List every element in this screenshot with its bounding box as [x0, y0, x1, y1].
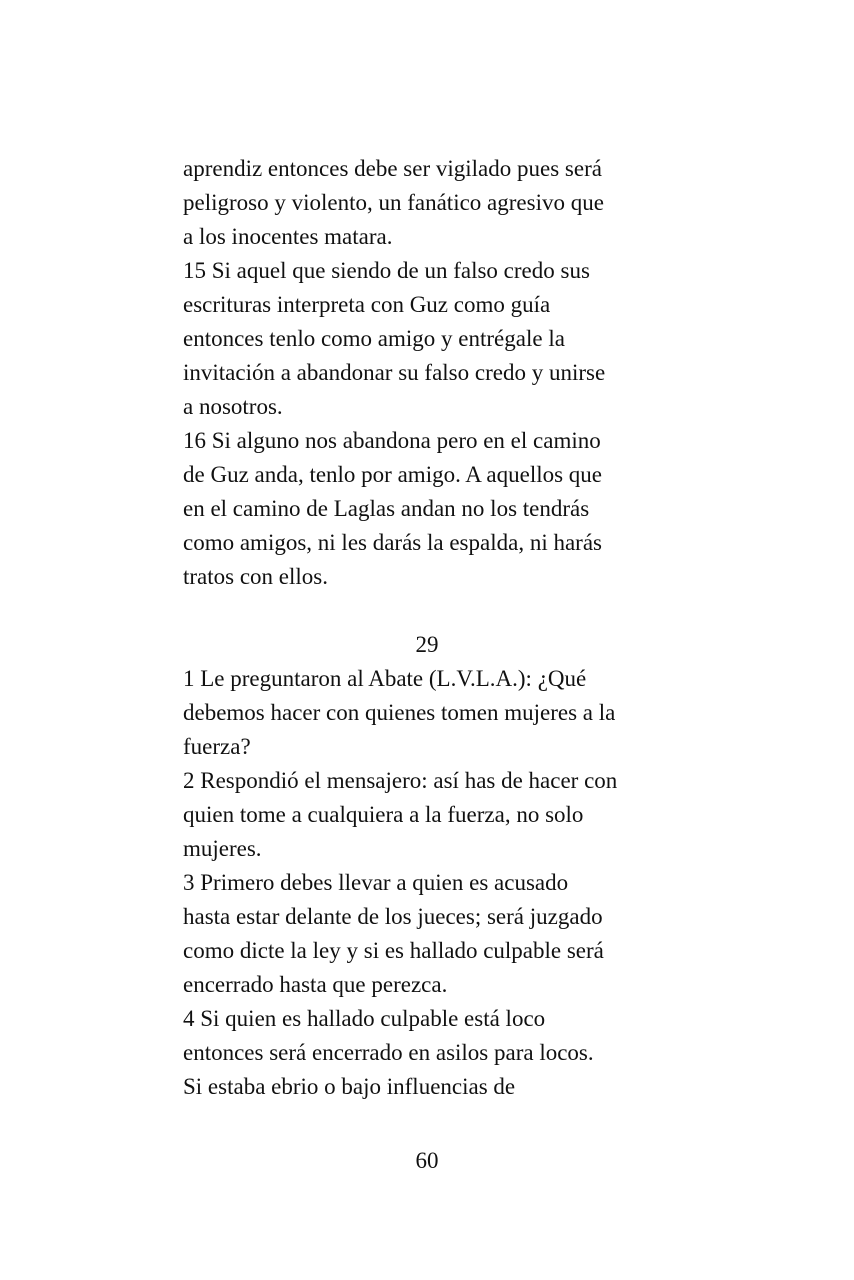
- text-line: entonces será encerrado en asilos para locos.: [183, 1040, 594, 1065]
- text-line: 2 Respondió el mensajero: así has de hacer con: [183, 768, 618, 793]
- text-line: entonces tenlo como amigo y entrégale la: [183, 326, 565, 351]
- text-line: debemos hacer con quienes tomen mujeres a la: [183, 700, 616, 725]
- text-line: a los inocentes matara.: [183, 224, 393, 249]
- text-line: 15 Si aquel que siendo de un falso credo sus: [183, 258, 590, 283]
- page-number: 60: [415, 1148, 439, 1173]
- text-block-top: [183, 152, 683, 594]
- chapter-number: 29: [415, 632, 439, 657]
- text-line: quien tome a cualquiera a la fuerza, no solo: [183, 802, 584, 827]
- text-line: a nosotros.: [183, 394, 283, 419]
- text-line: aprendiz entonces debe ser vigilado pues será: [183, 156, 602, 181]
- text-line: 4 Si quien es hallado culpable está loco: [183, 1006, 546, 1031]
- text-line: como amigos, ni les darás la espalda, ni harás: [183, 530, 602, 555]
- text-line: peligroso y violento, un fanático agresivo que: [183, 190, 604, 215]
- text-line: en el camino de Laglas andan no los tendrás: [183, 496, 590, 521]
- text-line: 3 Primero debes llevar a quien es acusado: [183, 870, 569, 895]
- text-line: mujeres.: [183, 836, 262, 861]
- text-line: encerrado hasta que perezca.: [183, 972, 448, 997]
- text-line: fuerza?: [183, 734, 251, 759]
- text-line: Si estaba ebrio o bajo influencias de: [183, 1074, 516, 1099]
- text-line: tratos con ellos.: [183, 564, 328, 589]
- text-line: como dicte la ley y si es hallado culpable será: [183, 938, 604, 963]
- text-block-bottom: [183, 662, 683, 1104]
- text-line: 16 Si alguno nos abandona pero en el camino: [183, 428, 601, 453]
- text-line: 1 Le preguntaron al Abate (L.V.L.A.): ¿Qué: [183, 666, 587, 691]
- text-line: hasta estar delante de los jueces; será juzgado: [183, 904, 603, 929]
- text-line: escrituras interpreta con Guz como guía: [183, 292, 551, 317]
- text-line: de Guz anda, tenlo por amigo. A aquellos que: [183, 462, 603, 487]
- text-line: invitación a abandonar su falso credo y unirse: [183, 360, 606, 385]
